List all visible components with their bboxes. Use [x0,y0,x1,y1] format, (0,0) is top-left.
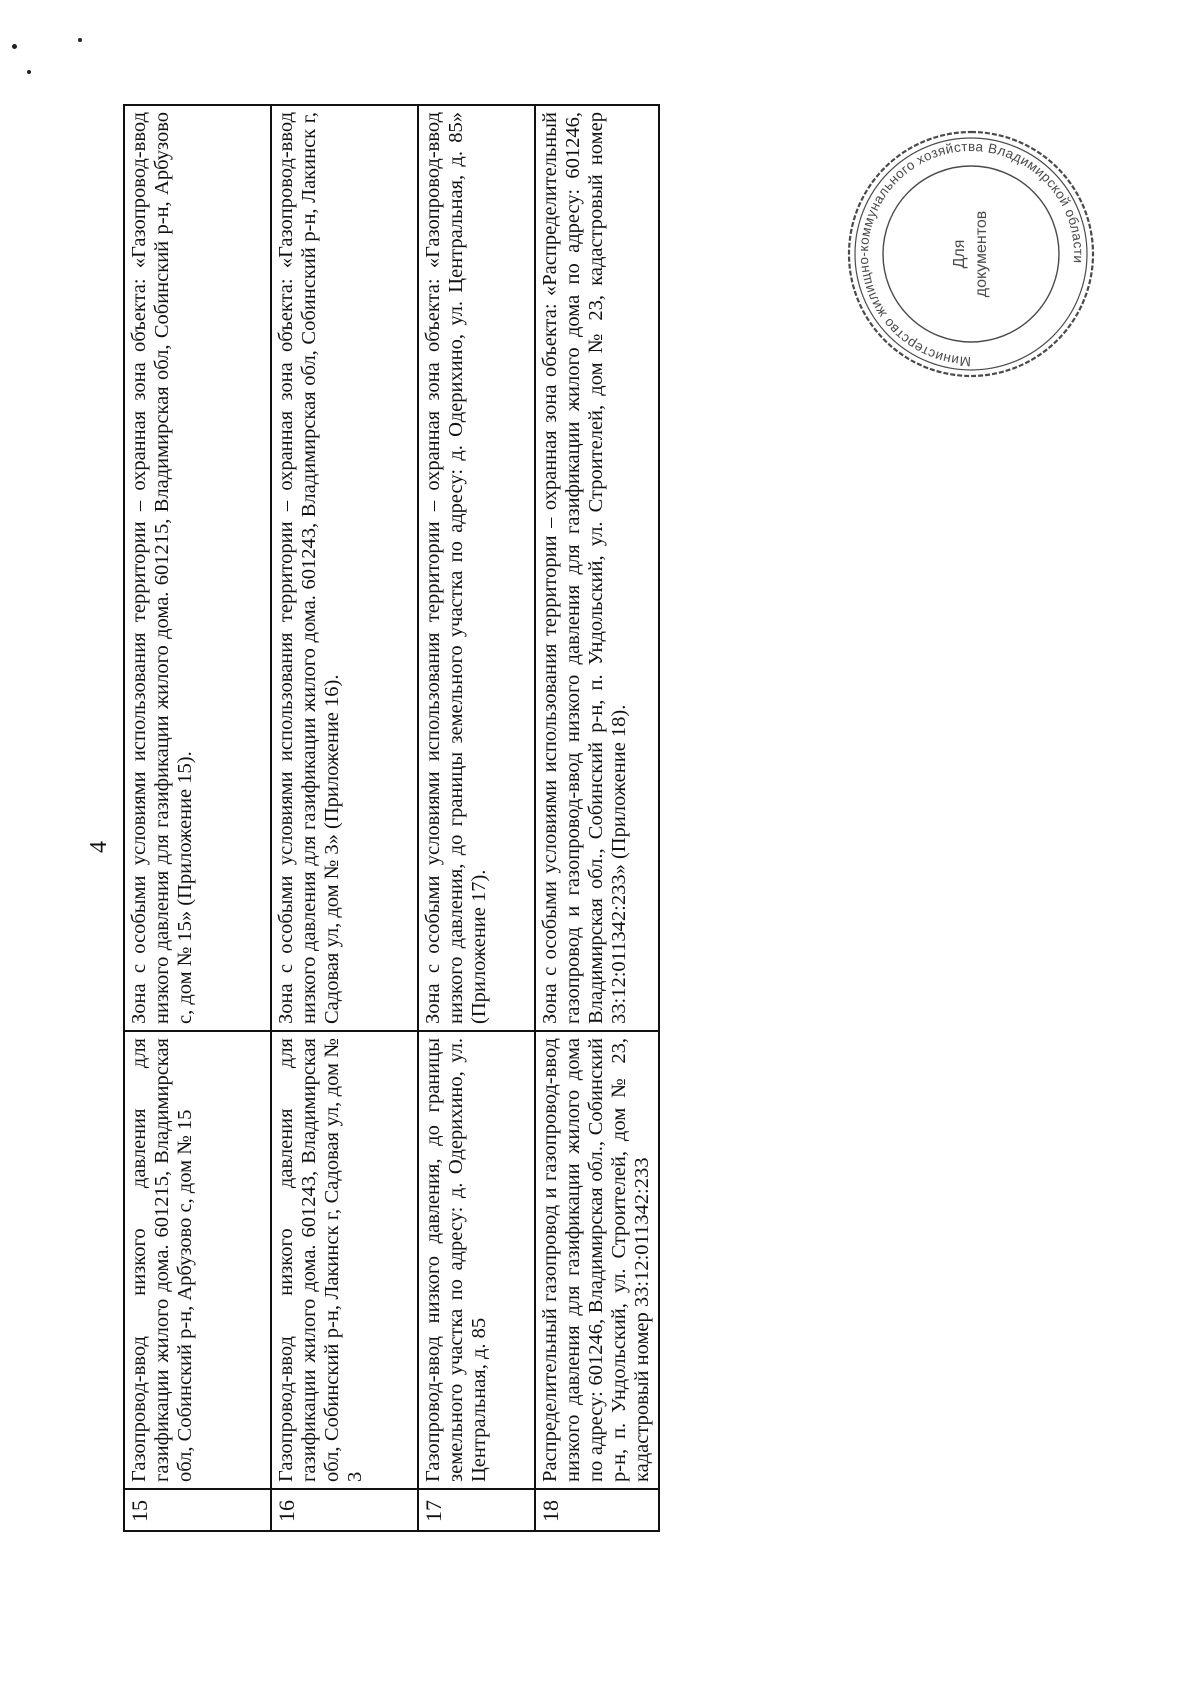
zone-description: Зона с особыми условиями использования территории – охранная зона объекта: «Газопровод-ввод низкого давления для газификации жилого дома. 601215, Владимирская обл, Собинский р-н, Арбузово с, дом № 15» (Приложение 15). [124,105,271,1031]
table-row [271,105,418,1531]
object-description: Газопровод-ввод низкого давления для газификации жилого дома. 601243, Владимирская обл, Собинский р-н, Лакинск г, Садовая ул, дом № 3 [271,1031,418,1489]
official-stamp [840,123,1102,385]
table-row [418,105,535,1531]
zone-description: Зона с особыми условиями использования территории – охранная зона объекта: «Распределительный газопровод и газопровод-ввод низкого давления для газификации жилого дома по адресу: 601246, Владимирская обл., Собинский р-н, п. Ундольский, ул. Строителей, дом № 23, кадастровый номер 33:12:011342:233» (Приложение 18). [535,105,659,1031]
row-number: 18 [535,1489,659,1531]
zones-table [123,104,660,1532]
zone-description: Зона с особыми условиями использования территории – охранная зона объекта: «Газопровод-ввод низкого давления для газификации жилого дома. 601243, Владимирская обл, Собинский р-н, Лакинск г, Садовая ул, дом № 3» (Приложение 16). [271,105,418,1031]
row-number: 16 [271,1489,418,1531]
table-row [124,105,271,1531]
object-description: Распределительный газопровод и газопровод-ввод низкого давления для газификации жилого дома по адресу: 601246, Владимирская обл., Собинский р-н, п. Ундольский, ул. Строителей, дом № 23, кадастровый номер 33:12:011342:233 [535,1031,659,1489]
scan-speck [27,70,31,74]
row-number: 15 [124,1489,271,1531]
stamp-inner-ring [883,166,1059,342]
page-number: 4 [86,841,112,853]
zone-description: Зона с особыми условиями использования территории – охранная зона объекта: «Газопровод-ввод низкого давления, до границы земельного участка по адресу: д. Одерихино, ул. Центральная, д. 85» (Приложение 17). [418,105,535,1031]
stamp-center-line1: Для [951,239,968,269]
stamp-outer-ring [849,132,1093,376]
scan-speck [78,38,82,42]
table-row [535,105,659,1531]
row-number: 17 [418,1489,535,1531]
scan-speck [12,44,17,49]
stamp-ring-text: Министерство жилищно-коммунального хозяйства Владимирской области [855,138,1087,370]
rotated-table-container [123,106,658,1532]
object-description: Газопровод-ввод низкого давления для газификации жилого дома. 601215, Владимирская обл, Собинский р-н, Арбузово с, дом № 15 [124,1031,271,1489]
stamp-center-line2: документов [973,210,990,298]
object-description: Газопровод-ввод низкого давления, до границы земельного участка по адресу: д. Одерихино, ул. Центральная, д. 85 [418,1031,535,1489]
